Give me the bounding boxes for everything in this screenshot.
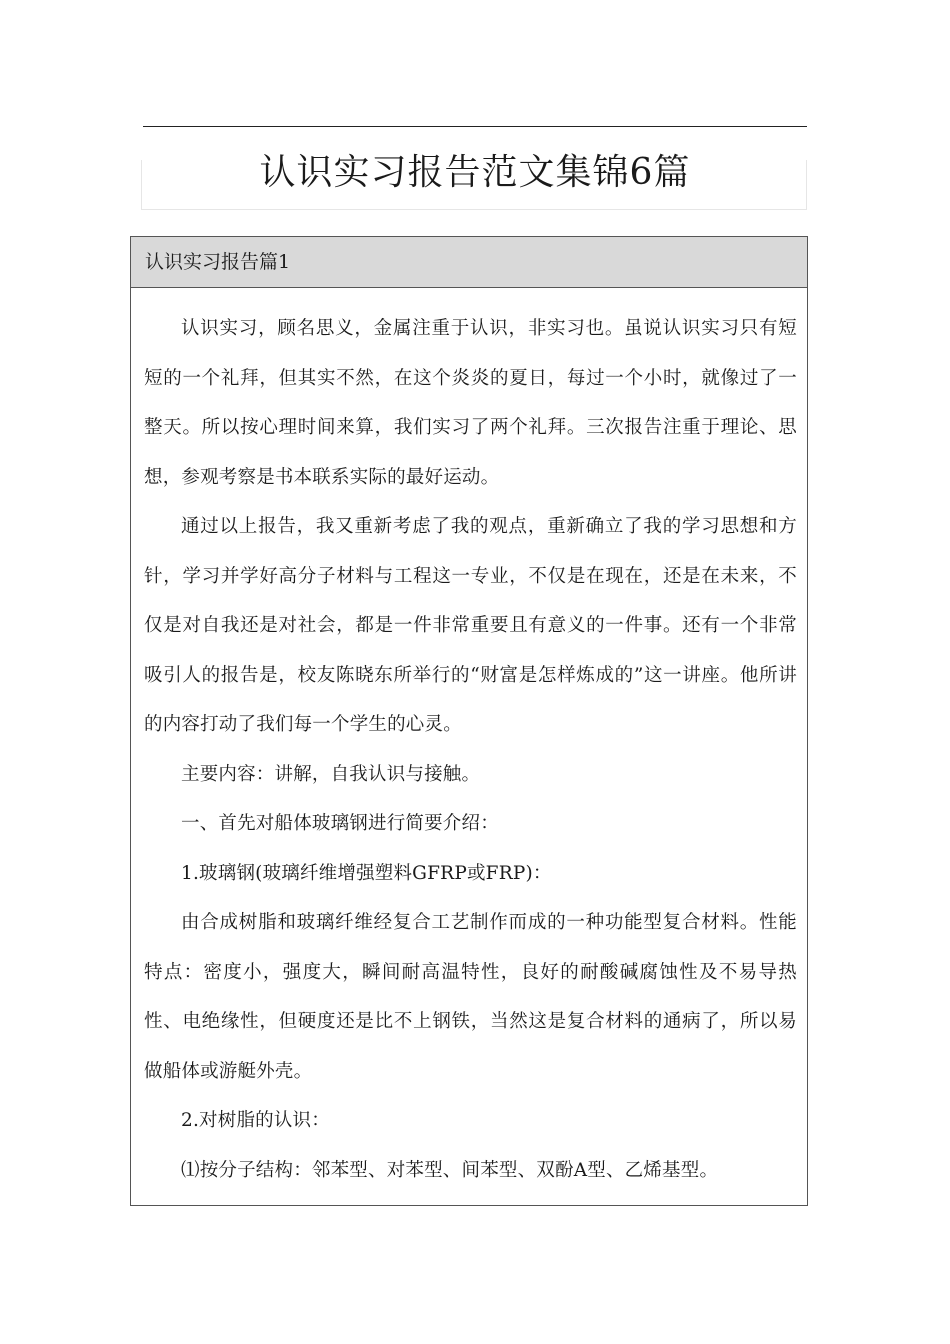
section-heading: 认识实习报告篇1 (131, 237, 807, 288)
section-table (130, 236, 808, 1206)
paragraph: 1.玻璃钢(玻璃纤维增强塑料GFRP或FRP)： (181, 862, 552, 884)
paragraph: 由合成树脂和玻璃纤维经复合工艺制作而成的一种功能型复合材料。性能特点：密度小，强度大，瞬间耐高温特性，良好的耐酸碱腐蚀性及不易导热性、电绝缘性，但硬度还是比不上钢铁，当然这是复合材料的通病了，所以易做船体或游艇外壳。 (144, 912, 797, 1082)
top-divider (143, 126, 807, 127)
paragraph: 认识实习，顾名思义，金属注重于认识，非实习也。虽说认识实习只有短短的一个礼拜，但其实不然，在这个炎炎的夏日，每过一个小时，就像过了一整天。所以按心理时间来算，我们实习了两个礼拜。三次报告注重于理论、思想，参观考察是书本联系实际的最好运动。 (144, 318, 797, 488)
section-body (131, 288, 807, 1195)
paragraph: ⑴按分子结构：邻苯型、对苯型、间苯型、双酚A型、乙烯基型。 (181, 1159, 719, 1181)
paragraph: 通过以上报告，我又重新考虑了我的观点，重新确立了我的学习思想和方针，学习并学好高分子材料与工程这一专业，不仅是在现在，还是在未来，不仅是对自我还是对社会，都是一件非常重要且有意义的一件事。还有一个非常吸引人的报告是，校友陈晓东所举行的“财富是怎样炼成的”这一讲座。他所讲的内容打动了我们每一个学生的心灵。 (144, 516, 797, 735)
paragraph: 主要内容：讲解，自我认识与接触。 (181, 763, 481, 785)
document-title: 认识实习报告范文集锦6篇 (259, 152, 691, 193)
paragraph: 一、首先对船体玻璃钢进行简要介绍： (181, 813, 499, 834)
paragraph: 2.对树脂的认识： (181, 1110, 330, 1131)
